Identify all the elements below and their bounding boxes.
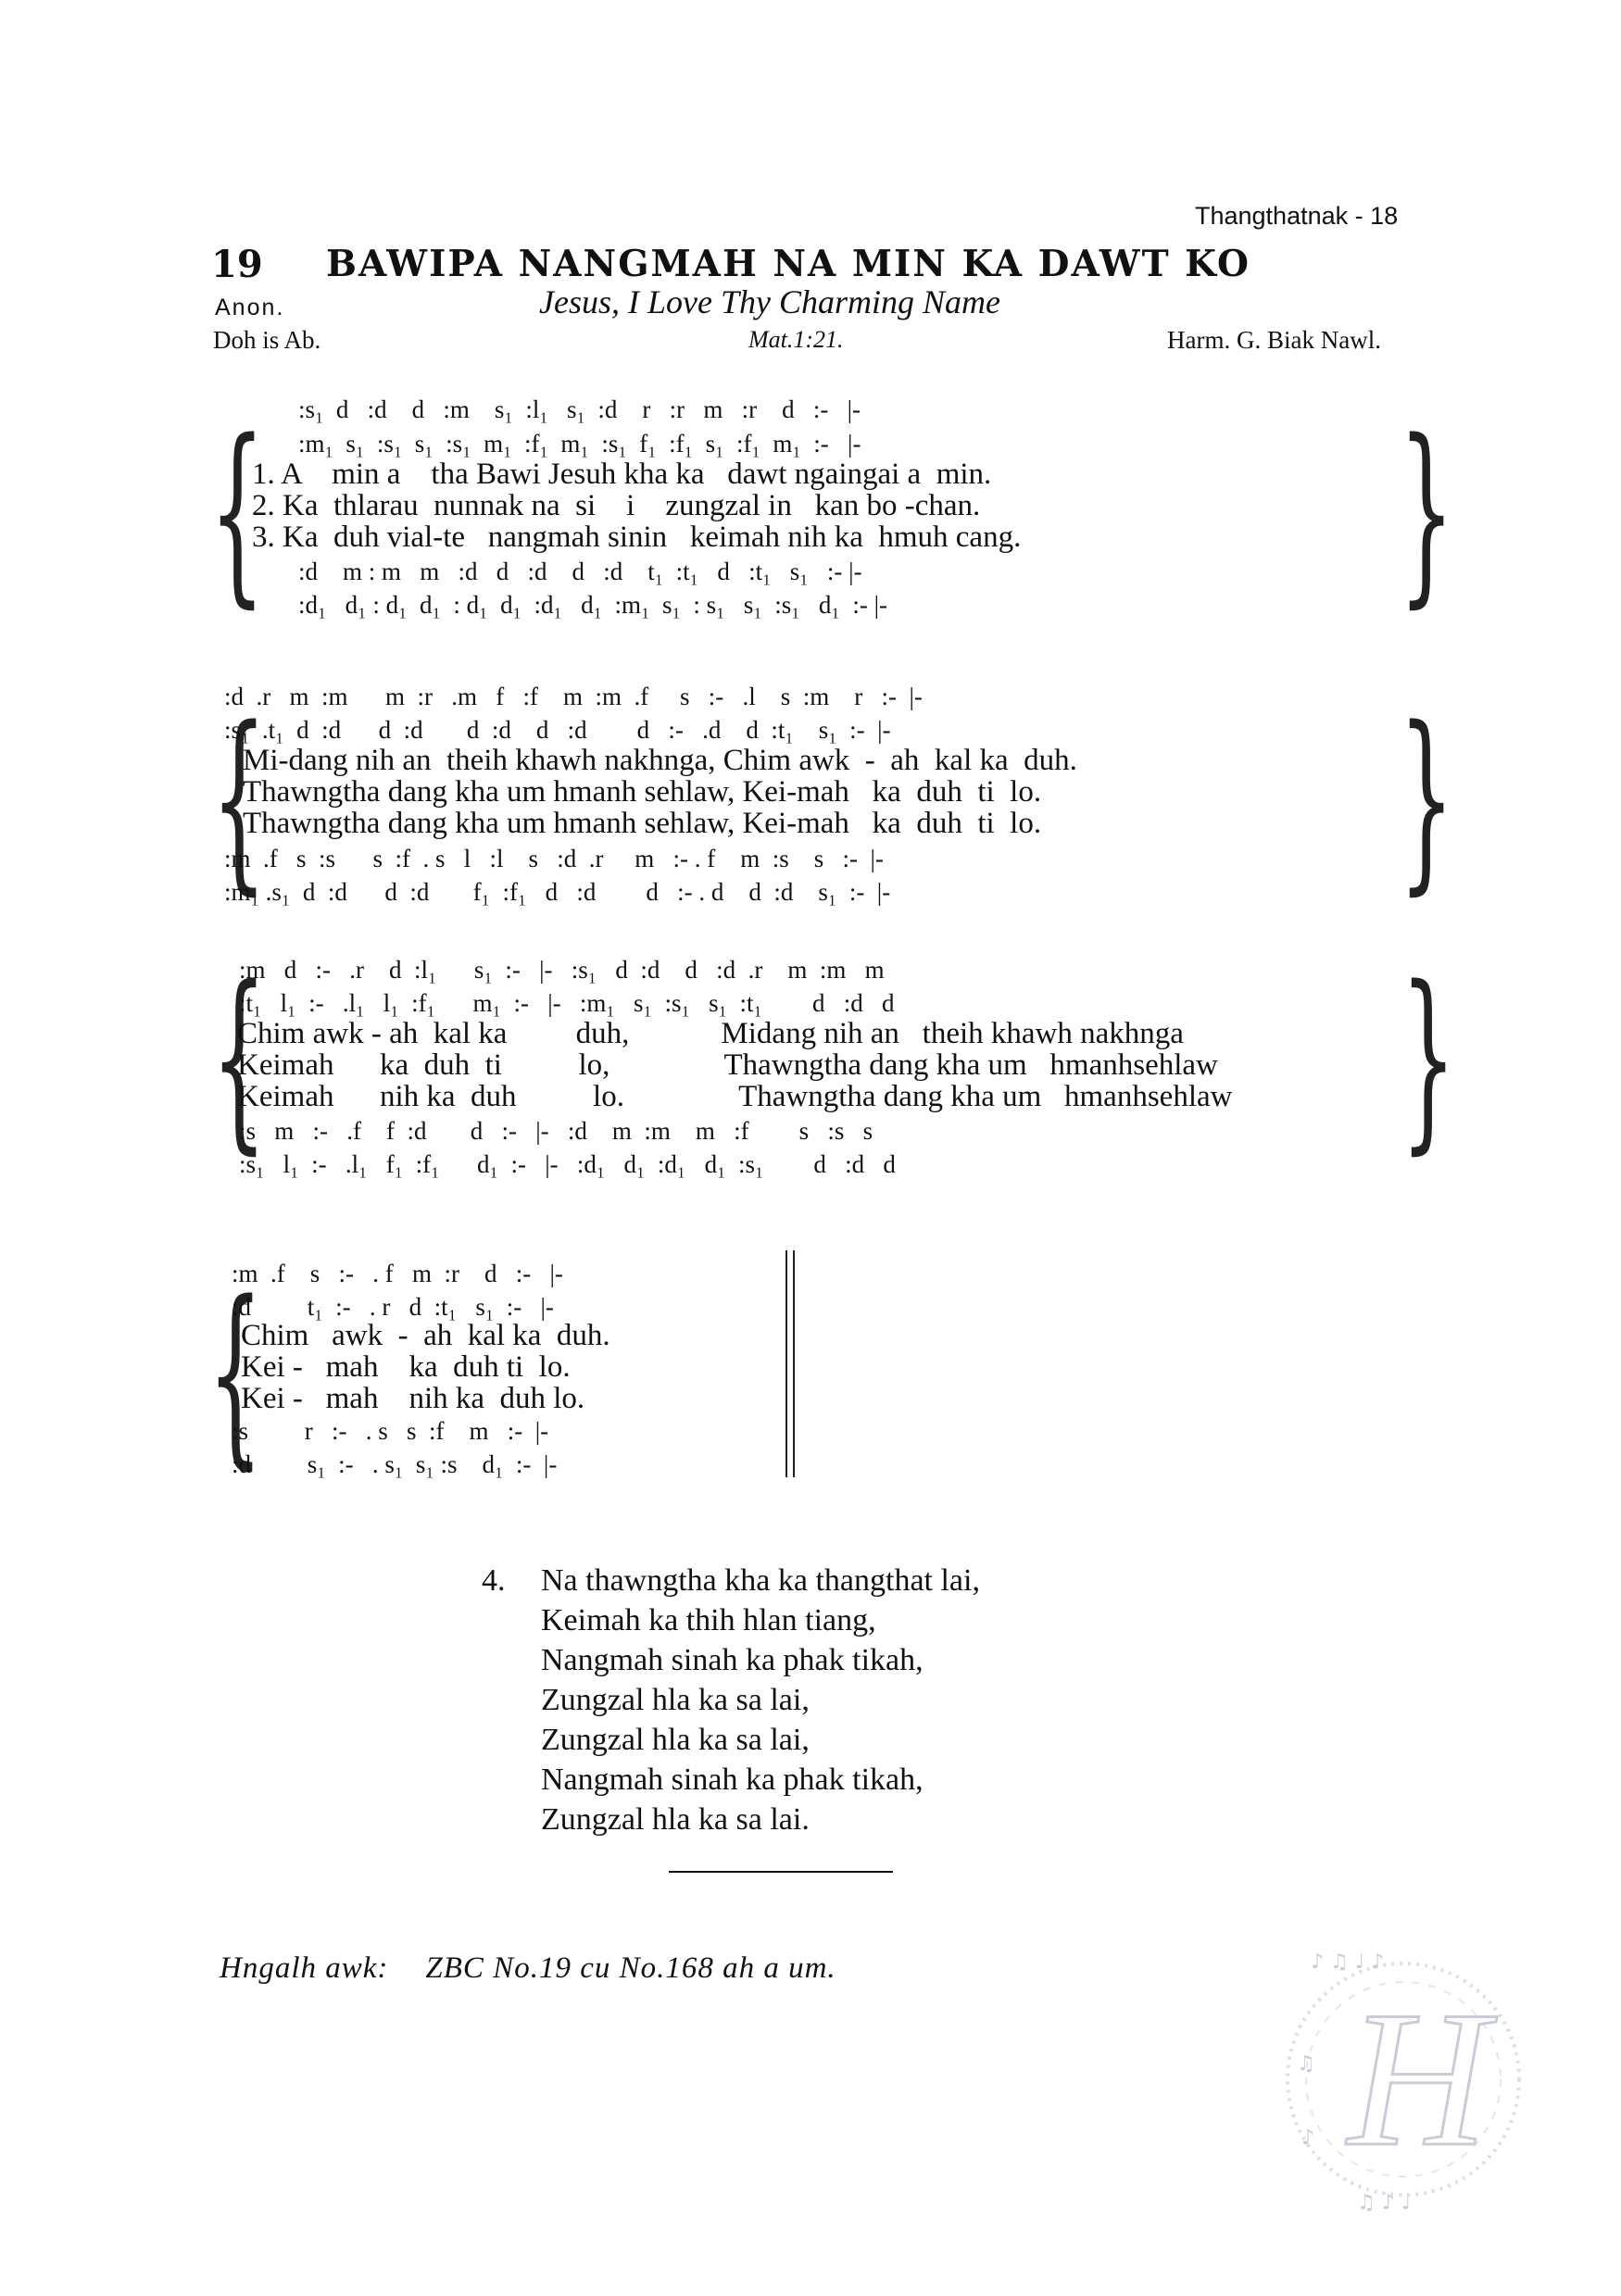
verse-line: Nangmah sinah ka phak tikah, (541, 1763, 924, 1797)
right-brace: } (1399, 398, 1455, 625)
lyric-line: Chim awk - ah kal ka duh, Midang nih an theih khawh nakhnga (237, 1017, 1184, 1050)
tenor-line: :m .f s :s s :f . s l :l s :d .r m :- . f m :s s :- |- (224, 845, 884, 872)
author: Anon. (215, 295, 285, 320)
left-brace: { (211, 685, 268, 912)
verse-line: Zungzal hla ka sa lai, (541, 1683, 810, 1717)
scripture-reference: Mat.1:21. (748, 326, 844, 353)
soprano-line: :d .r m :m m :r .m f :f m :m .f s :- .l s :m r :- |- (224, 683, 923, 710)
final-barline (785, 1250, 787, 1477)
left-brace: { (207, 1260, 264, 1487)
hymn-number: 19 (211, 243, 263, 286)
svg-text:♫ ♪ ♩: ♫ ♪ ♩ (1357, 2191, 1412, 2214)
lyric-line: Thawngtha dang kha um hmanh sehlaw, Kei-mah ka duh ti lo. (243, 807, 1042, 840)
key-signature: Doh is Ab. (213, 326, 321, 354)
music-notes-h-logo-icon (1283, 1931, 1524, 2227)
alto-line: :d t₁ :- . r d :t₁ s₁ :- |- (232, 1293, 554, 1321)
lyric-line: 1. A min a tha Bawi Jesuh kha ka dawt ngaingai a min. (252, 458, 992, 491)
svg-text:♫: ♫ (1297, 2052, 1315, 2076)
tenor-line: :s m :- .f f :d d :- |- :d m :m m :f s :s s (239, 1117, 873, 1145)
page-label: Thangthatnak - 18 (1195, 202, 1399, 230)
left-brace: { (209, 398, 266, 625)
alto-line: :t₁ l₁ :- .l₁ l₁ :f₁ m₁ :- |- :m₁ s₁ :s₁ s₁ :t₁ d :d d (239, 989, 895, 1017)
bass-line: :d₁ d₁ : d₁ d₁ : d₁ d₁ :d₁ d₁ :m₁ s₁ : s₁ s₁ :s₁ d₁ :- |- (298, 591, 887, 619)
soprano-line: :m .f s :- . f m :r d :- |- (232, 1260, 563, 1287)
lyric-line: Thawngtha dang kha um hmanh sehlaw, Kei-mah ka duh ti lo. (243, 775, 1042, 809)
lyric-line: 2. Ka thlarau nunnak na si i zungzal in kan bo -chan. (252, 489, 981, 522)
bass-line: :d s₁ :- . s₁ s₁ :s d₁ :- |- (232, 1450, 558, 1478)
footer-text: ZBC No.19 cu No.168 ah a um. (425, 1951, 836, 1985)
bass-line: :m₁ .s₁ d :d d :d f₁ :f₁ d :d d :- . d d :d s₁ :- |- (224, 878, 891, 906)
lyric-line: Keimah ka duh ti lo, Thawngtha dang kha um hmanhsehlaw (237, 1048, 1218, 1082)
verse-line: Zungzal hla ka sa lai, (541, 1723, 810, 1757)
footer-label: Hngalh awk: (220, 1951, 389, 1985)
bass-line: :s₁ l₁ :- .l₁ f₁ :f₁ d₁ :- |- :d₁ d₁ :d₁ d₁ :s₁ d :d d (239, 1150, 896, 1178)
svg-text:♪: ♪ (1301, 2127, 1315, 2150)
final-barline (793, 1250, 795, 1477)
divider-rule (669, 1871, 893, 1873)
right-brace: } (1401, 945, 1457, 1172)
right-brace: } (1399, 685, 1455, 912)
verse-number: 4. (482, 1563, 506, 1598)
lyric-line: Kei - mah ka duh ti lo. (241, 1350, 571, 1384)
lyric-line: Mi-dang nih an theih khawh nakhnga, Chim awk - ah kal ka duh. (243, 744, 1077, 777)
left-brace: { (211, 945, 268, 1172)
soprano-line: :s₁ d :d d :m s₁ :l₁ s₁ :d r :r m :r d :- |- (298, 395, 861, 423)
lyric-line: Chim awk - ah kal ka duh. (241, 1319, 610, 1352)
logo-letter: H (1348, 1972, 1489, 2187)
tenor-line: :s r :- . s s :f m :- |- (232, 1417, 549, 1445)
verse-line: Zungzal hla ka sa lai. (541, 1802, 810, 1837)
soprano-line: :m d :- .r d :l₁ s₁ :- |- :s₁ d :d d :d .r m :m m (239, 956, 885, 984)
hymn-title: BAWIPA NANGMAH NA MIN KA DAWT KO (326, 243, 1251, 285)
lyric-line: 3. Ka duh vial-te nangmah sinin keimah nih ka hmuh cang. (252, 521, 1022, 554)
lyric-line: Kei - mah nih ka duh lo. (241, 1382, 585, 1415)
footer-note (220, 1951, 836, 1986)
harmony-credit: Harm. G. Biak Nawl. (1167, 326, 1381, 354)
alto-line: :s₁ .t₁ d :d d :d d :d d :d d :- .d d :t₁ s₁ :- |- (224, 716, 891, 744)
tenor-line: :d m : m m :d d :d d :d t₁ :t₁ d :t₁ s₁ :- |- (298, 558, 862, 585)
alto-line: :m₁ s₁ :s₁ s₁ :s₁ m₁ :f₁ m₁ :s₁ f₁ :f₁ s₁ :f₁ m₁ :- |- (298, 430, 861, 458)
verse-line: Keimah ka thih hlan tiang, (541, 1603, 876, 1637)
svg-text:♪ ♫ ♩ ♪: ♪ ♫ ♩ ♪ (1311, 1951, 1385, 1974)
lyric-line: Keimah nih ka duh lo. Thawngtha dang kha um hmanhsehlaw (237, 1080, 1233, 1113)
english-title: Jesus, I Love Thy Charming Name (539, 283, 1000, 320)
verse-line: Nangmah sinah ka phak tikah, (541, 1643, 924, 1677)
verse-line: Na thawngtha kha ka thangthat lai, (541, 1563, 980, 1598)
